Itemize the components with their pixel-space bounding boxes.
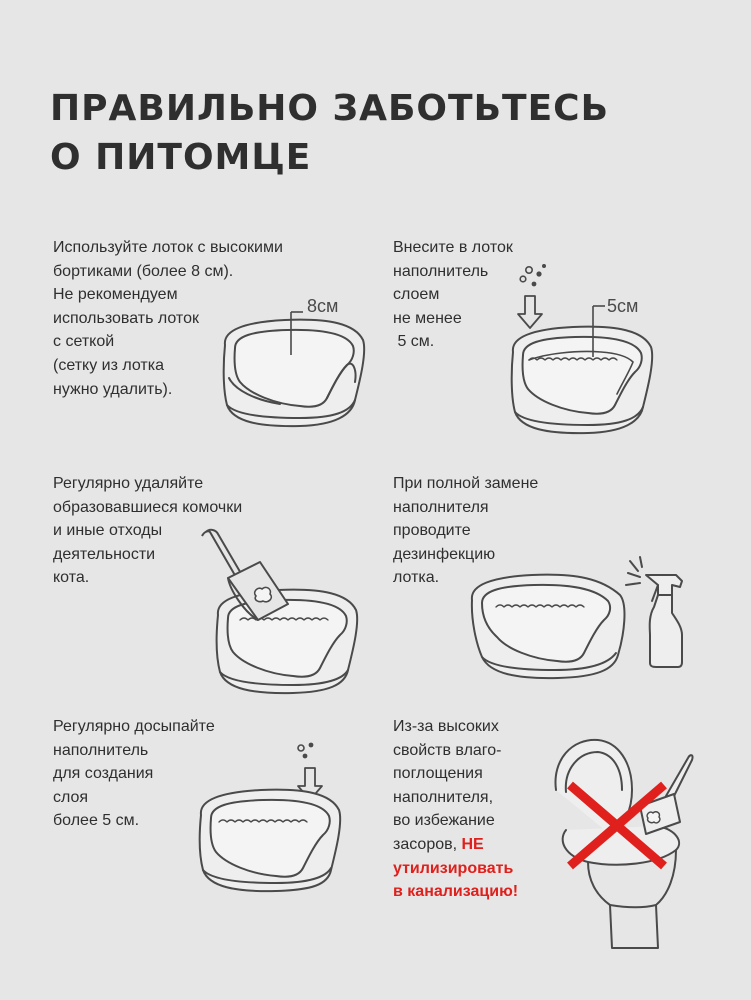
tip1-line: с сеткой xyxy=(53,333,115,351)
tip2-line: 5 см. xyxy=(393,333,435,351)
litter-granules-icon xyxy=(298,743,313,759)
tip6-prefix: засоров, xyxy=(393,835,462,853)
tip3-line: кота. xyxy=(53,569,90,587)
tray-with-spray-icon xyxy=(468,555,693,695)
tip4-line: наполнителя xyxy=(393,498,489,516)
tray-top-up-icon xyxy=(195,740,355,895)
tip4-line: лотка. xyxy=(393,569,440,587)
tip5-line: слоя xyxy=(53,788,89,806)
tip2-line: наполнитель xyxy=(393,262,489,280)
tip-fill-layer-text xyxy=(393,236,513,354)
tip3-line: деятельности xyxy=(53,545,156,563)
warning-line: в канализацию! xyxy=(393,883,519,901)
tip5-line: Регулярно досыпайте xyxy=(53,718,215,735)
tip4-line: При полной замене xyxy=(393,475,539,492)
tip6-line: во избежание xyxy=(393,812,495,830)
tip-top-up-text xyxy=(53,715,215,833)
tip5-line: наполнитель xyxy=(53,741,149,759)
warning-line: утилизировать xyxy=(393,859,514,877)
tip1-line: (сетку из лотка xyxy=(53,356,165,374)
tip2-line: слоем xyxy=(393,286,440,304)
tip-no-flush-text xyxy=(393,715,518,904)
tip4-line: дезинфекцию xyxy=(393,545,496,563)
tip5-line: более 5 см. xyxy=(53,812,140,830)
title-line-1: ПРАВИЛЬНО ЗАБОТЬТЕСЬ xyxy=(50,88,610,129)
litter-tray-filled-icon xyxy=(505,262,665,442)
warning-not-label: НЕ xyxy=(461,835,484,853)
tip1-line: Используйте лоток с высокими xyxy=(53,239,283,256)
tray-height-label: 8см xyxy=(307,296,339,316)
tip5-line: для создания xyxy=(53,765,154,783)
tip6-line: поглощения xyxy=(393,765,483,783)
spray-bottle-icon xyxy=(626,557,682,667)
tip6-line: свойств влаго- xyxy=(393,741,502,759)
litter-depth-label: 5см xyxy=(607,296,639,316)
tip1-line: нужно удалить). xyxy=(53,380,173,398)
tip6-line xyxy=(393,833,518,857)
tip2-line: не менее xyxy=(393,309,462,327)
tip6-line: наполнителя, xyxy=(393,788,494,806)
tip3-line: Регулярно удаляйте xyxy=(53,475,204,492)
tip1-line: бортиками (более 8 см). xyxy=(53,262,234,280)
tip3-line: и иные отходы xyxy=(53,522,163,540)
tip1-line: использовать лоток xyxy=(53,309,199,327)
down-arrow-icon xyxy=(518,296,542,328)
toilet-no-flush-icon xyxy=(548,730,698,955)
tip3-line: образовавшиеся комочки xyxy=(53,498,243,516)
page-title xyxy=(50,84,609,182)
tray-with-scoop-icon xyxy=(200,520,380,700)
tip4-line: проводите xyxy=(393,522,471,540)
tip6-line: Из-за высоких xyxy=(393,718,499,735)
tip2-line: Внесите в лоток xyxy=(393,239,513,256)
toilet-icon xyxy=(555,740,692,948)
litter-tray-icon xyxy=(215,290,375,440)
litter-granules-icon xyxy=(520,264,546,286)
title-line-2: О ПИТОМЦЕ xyxy=(50,137,312,178)
tip1-line: Не рекомендуем xyxy=(53,286,178,304)
